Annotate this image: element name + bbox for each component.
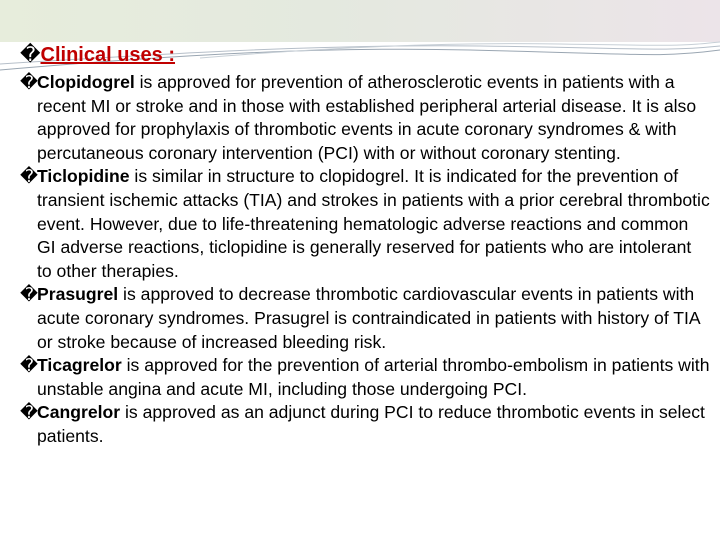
slide-heading	[20, 42, 175, 67]
bullet-icon: �	[20, 284, 39, 305]
drug-description: is approved for the prevention of arterial thrombo-embolism in patients with unstable angina and acute MI, including those undergoing PCI.	[37, 355, 710, 399]
drug-description: is approved for prevention of atherosclerotic events in patients with a recent MI or stroke and in those with established peripheral arterial disease. It is also approved for prophylaxis of thrombotic events in acute coronary syndromes & with percutaneous coronary intervention (PCI) with or without coronary stenting.	[37, 72, 697, 163]
drug-name: Prasugrel	[37, 284, 119, 305]
drug-description: is approved to decrease thrombotic cardiovascular events in patients with acute coronary syndromes. Prasugrel is contraindicated in patients with history of TIA or stroke because of increased bleeding risk.	[37, 284, 700, 352]
bullet-icon: �	[20, 166, 39, 187]
list-item-ticlopidine	[20, 165, 710, 283]
list-item-prasugrel	[20, 283, 710, 354]
bullet-icon: �	[20, 355, 39, 376]
drug-description: is approved as an adjunct during PCI to reduce thrombotic events in select patients.	[37, 402, 705, 446]
decorative-swoosh-lines	[0, 0, 720, 80]
heading-bullet-icon: �	[20, 44, 41, 66]
drug-name: Clopidogrel	[37, 72, 135, 92]
bullet-list	[20, 71, 710, 449]
drug-name: Cangrelor	[37, 402, 121, 423]
list-item-ticagrelor	[20, 354, 710, 401]
list-item-cangrelor	[20, 401, 710, 448]
list-item-clopidogrel	[20, 71, 710, 165]
bullet-icon: �	[20, 402, 39, 423]
drug-description: is similar in structure to clopidogrel. It is indicated for the prevention of transient ischemic attacks (TIA) and strokes in patients with a prior cerebral thrombotic event. However, due to life-threatening hematologic adverse reactions and common GI adverse reactions, ticlopidine is generally reserved for patients who are intolerant to other therapies.	[37, 166, 710, 281]
bullet-icon: �	[20, 72, 39, 92]
drug-name: Ticlopidine	[37, 166, 130, 187]
page-title: Clinical uses :	[40, 44, 176, 66]
drug-name: Ticagrelor	[37, 355, 122, 376]
